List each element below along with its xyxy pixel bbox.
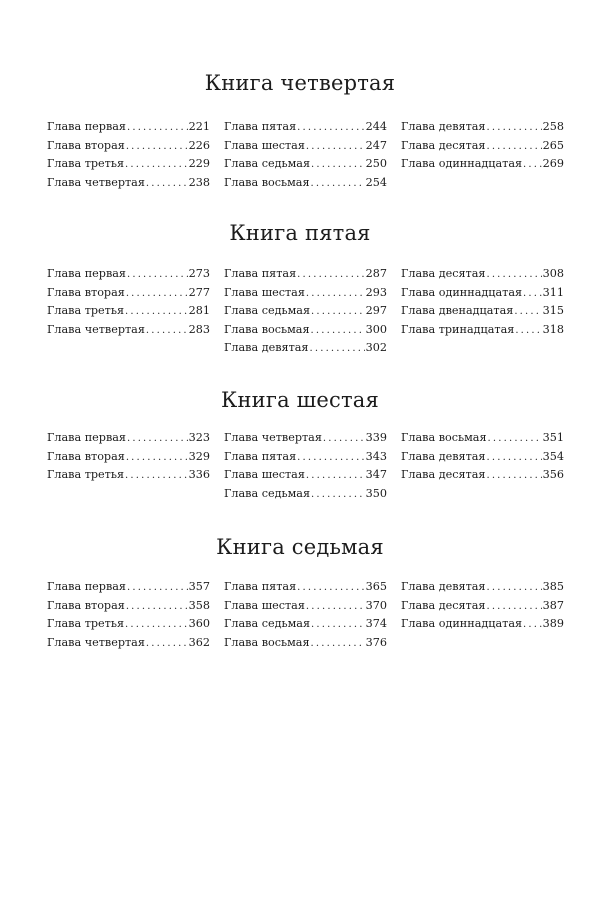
toc-entry [224, 615, 387, 634]
toc-entry [224, 302, 387, 321]
page-number: 277 [188, 285, 210, 299]
page-number: 323 [188, 431, 210, 444]
dot-leader [127, 430, 188, 449]
page-number: 254 [365, 175, 387, 189]
chapter-name: Глава шестая [224, 138, 305, 152]
toc-entry [401, 448, 564, 467]
chapter-name: Глава седьмая [224, 617, 311, 630]
chapter-name: Глава пятая [224, 449, 297, 463]
chapter-name: Глава пятая [224, 120, 297, 133]
chapter-name: Глава седьмая [224, 486, 311, 500]
chapter-name: Глава шестая [224, 598, 305, 612]
toc-entry [47, 137, 210, 156]
dot-leader [306, 467, 365, 486]
dot-leader [297, 266, 365, 285]
page-number: 376 [365, 635, 387, 649]
page-number: 273 [188, 267, 210, 280]
toc-entry [47, 448, 210, 467]
chapter-name: Глава седьмая [224, 304, 311, 317]
toc-entry [401, 615, 564, 634]
dot-leader [306, 598, 365, 617]
chapter-column [224, 265, 387, 358]
toc-entry [47, 302, 210, 321]
chapter-name: Глава восьмая [401, 431, 487, 444]
toc-entry [224, 137, 387, 156]
page-number: 269 [542, 157, 564, 170]
toc-entry [224, 118, 387, 137]
toc-entry [224, 448, 387, 467]
dot-leader [311, 156, 365, 175]
toc-entry [401, 321, 564, 340]
chapter-column [224, 118, 387, 192]
page-number: 229 [188, 157, 210, 170]
toc-entry [47, 466, 210, 485]
dot-leader [323, 430, 365, 449]
chapter-column [401, 265, 564, 339]
page-number: 300 [365, 322, 387, 336]
dot-leader [297, 579, 365, 598]
dot-leader [514, 303, 541, 322]
chapter-name: Глава шестая [224, 285, 305, 299]
toc-entry [224, 597, 387, 616]
dot-leader [306, 285, 365, 304]
dot-leader [125, 616, 188, 635]
page-number: 297 [365, 304, 387, 317]
page-number: 226 [188, 138, 210, 152]
chapter-name: Глава десятая [401, 468, 486, 481]
toc-entry [47, 321, 210, 340]
book-title: Книга четвертая [204, 71, 396, 95]
chapter-column [401, 578, 564, 634]
chapter-name: Глава третья [47, 617, 125, 630]
chapter-name: Глава четвертая [47, 322, 145, 336]
toc-entry [47, 578, 210, 597]
chapter-name: Глава четвертая [47, 635, 145, 649]
chapter-name: Глава восьмая [224, 322, 310, 336]
chapter-name: Глава вторая [47, 598, 125, 612]
dot-leader [311, 322, 365, 341]
page-number: 281 [188, 304, 210, 317]
dot-leader [127, 119, 188, 138]
chapter-name: Глава четвертая [224, 431, 322, 444]
chapter-name: Глава десятая [401, 138, 486, 152]
chapter-name: Глава первая [47, 120, 126, 133]
dot-leader [486, 266, 541, 285]
chapter-column [401, 429, 564, 485]
page-number: 283 [188, 322, 210, 336]
toc-entry [401, 302, 564, 321]
chapter-name: Глава седьмая [224, 157, 311, 170]
dot-leader [311, 486, 365, 505]
chapter-name: Глава первая [47, 580, 126, 593]
chapter-name: Глава вторая [47, 138, 125, 152]
book-section-6 [0, 387, 600, 500]
chapter-name: Глава первая [47, 267, 126, 280]
chapter-name: Глава вторая [47, 285, 125, 299]
page-number: 351 [542, 431, 564, 444]
chapter-name: Глава десятая [401, 267, 486, 280]
toc-entry [224, 578, 387, 597]
book-section-7 [0, 534, 600, 649]
dot-leader [126, 598, 188, 617]
dot-leader [523, 156, 542, 175]
dot-leader [125, 303, 188, 322]
dot-leader [297, 449, 365, 468]
chapter-name: Глава пятая [224, 580, 297, 593]
dot-leader [127, 266, 188, 285]
chapter-name: Глава восьмая [224, 635, 310, 649]
page-number: 356 [542, 468, 564, 481]
toc-entry [47, 155, 210, 174]
page-number: 302 [365, 341, 387, 354]
dot-leader [311, 175, 365, 194]
page-number: 287 [365, 267, 387, 280]
chapter-name: Глава десятая [401, 598, 486, 612]
chapter-column [224, 578, 387, 652]
page-number: 329 [188, 449, 210, 463]
page-number: 370 [365, 598, 387, 612]
page-number: 308 [542, 267, 564, 280]
chapter-name: Глава одиннадцатая [401, 617, 523, 630]
toc-entry [47, 118, 210, 137]
dot-leader [486, 138, 541, 157]
dot-leader [127, 579, 188, 598]
dot-leader [146, 322, 188, 341]
page-number: 247 [365, 138, 387, 152]
chapter-column [401, 118, 564, 174]
toc-entry [401, 265, 564, 284]
page-number: 311 [542, 285, 564, 299]
dot-leader [125, 467, 188, 486]
chapter-name: Глава третья [47, 157, 125, 170]
dot-leader [126, 449, 188, 468]
toc-entry [401, 597, 564, 616]
chapter-column [47, 265, 210, 339]
page-number: 221 [188, 120, 210, 133]
page-number: 244 [365, 120, 387, 133]
page-number: 315 [542, 304, 564, 317]
dot-leader [523, 616, 542, 635]
toc-entry [401, 284, 564, 303]
chapter-name: Глава вторая [47, 449, 125, 463]
chapter-column [47, 578, 210, 652]
page-number: 354 [542, 449, 564, 463]
chapter-column [47, 118, 210, 192]
toc-entry [47, 174, 210, 193]
page-number: 339 [365, 431, 387, 444]
toc-entry [224, 265, 387, 284]
dot-leader [126, 138, 188, 157]
toc-entry [224, 429, 387, 448]
page-number: 389 [542, 617, 564, 630]
page-number: 374 [365, 617, 387, 630]
dot-leader [487, 579, 542, 598]
toc-entry [401, 578, 564, 597]
toc-entry [47, 265, 210, 284]
chapter-name: Глава пятая [224, 267, 297, 280]
dot-leader [125, 156, 188, 175]
dot-leader [487, 119, 542, 138]
chapter-name: Глава девятая [401, 580, 486, 593]
chapter-name: Глава девятая [401, 449, 486, 463]
dot-leader [146, 175, 188, 194]
page-number: 258 [542, 120, 564, 133]
chapter-name: Глава третья [47, 304, 125, 317]
page-number: 385 [542, 580, 564, 593]
toc-entry [224, 339, 387, 358]
dot-leader [487, 449, 542, 468]
dot-leader [311, 635, 365, 654]
dot-leader [486, 467, 541, 486]
dot-leader [311, 303, 365, 322]
book-section-4 [0, 70, 600, 189]
dot-leader [310, 340, 365, 359]
chapter-name: Глава двенадцатая [401, 304, 514, 317]
toc-entry [401, 137, 564, 156]
toc-entry [47, 615, 210, 634]
page-number: 357 [188, 580, 210, 593]
toc-entry [224, 485, 387, 504]
book-section-5 [0, 220, 600, 354]
book-title: Книга пятая [229, 221, 371, 245]
dot-leader [486, 598, 541, 617]
toc-entry [224, 284, 387, 303]
toc-entry [47, 597, 210, 616]
toc-entry [47, 429, 210, 448]
dot-leader [146, 635, 188, 654]
page-number: 358 [188, 598, 210, 612]
page-number: 362 [188, 635, 210, 649]
toc-entry [224, 174, 387, 193]
page-number: 360 [188, 617, 210, 630]
chapter-column [224, 429, 387, 503]
dot-leader [311, 616, 365, 635]
page-number: 336 [188, 468, 210, 481]
chapter-name: Глава одиннадцатая [401, 157, 523, 170]
chapter-name: Глава шестая [224, 468, 305, 481]
page-number: 387 [542, 598, 564, 612]
dot-leader [306, 138, 365, 157]
chapter-name: Глава девятая [401, 120, 486, 133]
toc-entry [224, 155, 387, 174]
book-title: Книга седьмая [216, 535, 384, 559]
page-number: 293 [365, 285, 387, 299]
chapter-name: Глава одиннадцатая [401, 285, 523, 299]
toc-entry [401, 466, 564, 485]
page-number: 265 [542, 138, 564, 152]
page-number: 250 [365, 157, 387, 170]
toc-entry [401, 118, 564, 137]
dot-leader [488, 430, 542, 449]
dot-leader [515, 322, 541, 341]
page-number: 365 [365, 580, 387, 593]
toc-entry [224, 634, 387, 653]
page-number: 318 [542, 322, 564, 336]
page-number: 347 [365, 468, 387, 481]
chapter-name: Глава первая [47, 431, 126, 444]
toc-entry [47, 634, 210, 653]
chapter-name: Глава четвертая [47, 175, 145, 189]
page-number: 350 [365, 486, 387, 500]
toc-entry [401, 429, 564, 448]
dot-leader [126, 285, 188, 304]
chapter-column [47, 429, 210, 485]
toc-entry [224, 466, 387, 485]
book-title: Книга шестая [221, 388, 379, 412]
toc-entry [401, 155, 564, 174]
toc-entry [47, 284, 210, 303]
toc-entry [224, 321, 387, 340]
chapter-name: Глава тринадцатая [401, 322, 515, 336]
chapter-name: Глава девятая [224, 341, 309, 354]
page-number: 238 [188, 175, 210, 189]
chapter-name: Глава третья [47, 468, 125, 481]
dot-leader [297, 119, 365, 138]
dot-leader [523, 285, 542, 304]
page-number: 343 [365, 449, 387, 463]
chapter-name: Глава восьмая [224, 175, 310, 189]
